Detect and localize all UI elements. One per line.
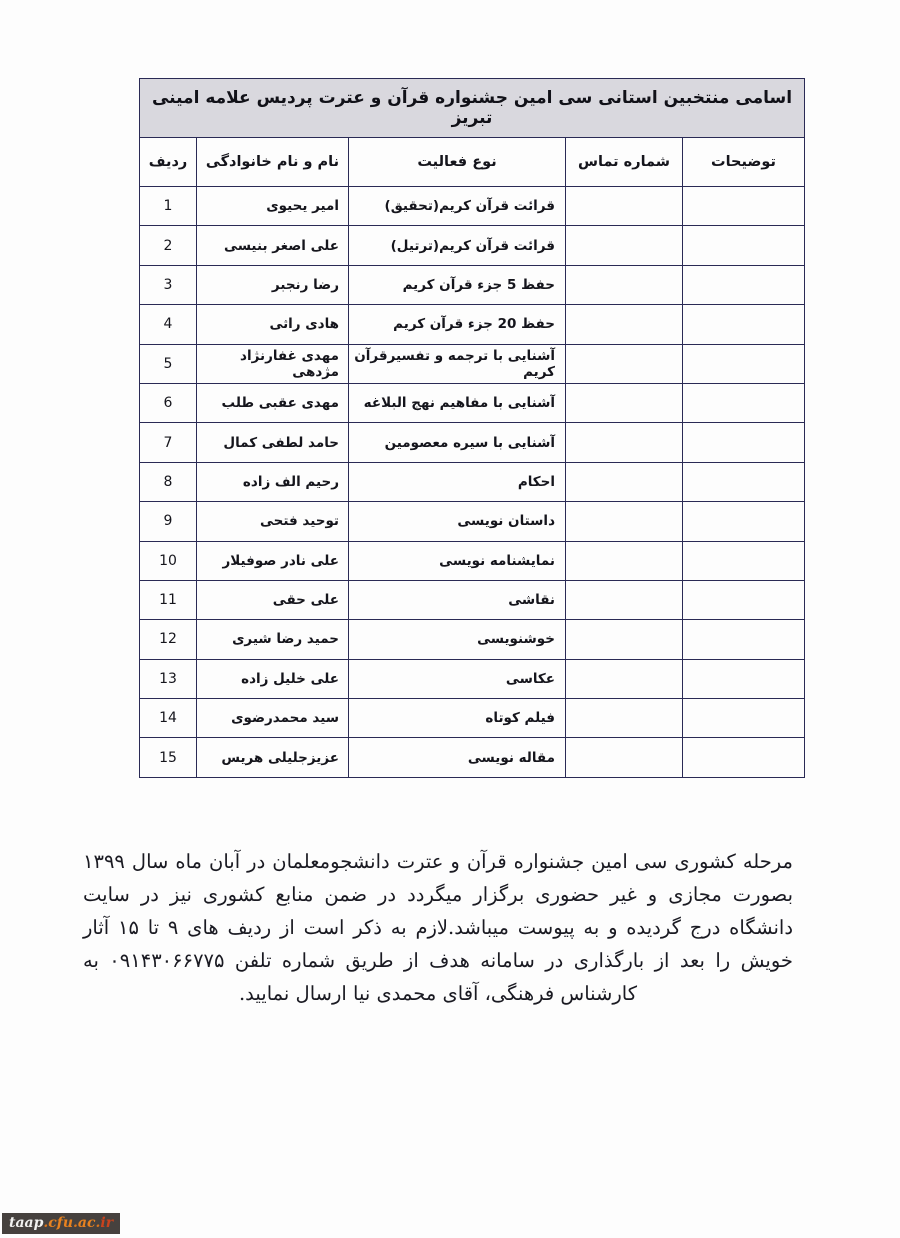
watermark-cfu: cfu bbox=[48, 1215, 74, 1231]
table-row bbox=[140, 265, 805, 304]
cell-phone bbox=[566, 383, 683, 422]
cell-phone bbox=[566, 659, 683, 698]
cell-notes bbox=[683, 383, 805, 422]
cell-activity: احکام bbox=[349, 462, 566, 501]
cell-phone bbox=[566, 187, 683, 226]
cell-activity: قرائت قرآن کریم(ترتیل) bbox=[349, 226, 566, 265]
cell-radif: 15 bbox=[140, 738, 197, 777]
table-row bbox=[140, 580, 805, 619]
table-row bbox=[140, 423, 805, 462]
cell-notes bbox=[683, 541, 805, 580]
table-row bbox=[140, 187, 805, 226]
cell-phone bbox=[566, 738, 683, 777]
cell-radif: 9 bbox=[140, 502, 197, 541]
cell-notes bbox=[683, 226, 805, 265]
cell-notes bbox=[683, 344, 805, 383]
table-row bbox=[140, 383, 805, 422]
column-header-phone: شماره تماس bbox=[566, 138, 683, 187]
watermark-dot-3: . bbox=[95, 1215, 101, 1231]
column-header-radif: ردیف bbox=[140, 138, 197, 187]
cell-name: علی خلیل زاده bbox=[197, 659, 349, 698]
cell-activity: آشنایی با سیره معصومین bbox=[349, 423, 566, 462]
cell-phone bbox=[566, 699, 683, 738]
cell-radif: 13 bbox=[140, 659, 197, 698]
cell-notes bbox=[683, 462, 805, 501]
cell-name: علی حقی bbox=[197, 580, 349, 619]
table-row bbox=[140, 305, 805, 344]
cell-radif: 7 bbox=[140, 423, 197, 462]
cell-phone bbox=[566, 462, 683, 501]
cell-radif: 11 bbox=[140, 580, 197, 619]
cell-notes bbox=[683, 187, 805, 226]
cell-notes bbox=[683, 620, 805, 659]
table-row bbox=[140, 541, 805, 580]
site-watermark bbox=[2, 1213, 120, 1234]
announcement-paragraph: مرحله کشوری سی امین جشنواره قرآن و عترت دانشجومعلمان در آبان ماه سال ۱۳۹۹ بصورت مجازی و غیر حضوری برگزار میگردد در ضمن منابع کشوری نیز در سایت دانشگاه درج گردیده و به پیوست میباشد.لازم به ذکر است از ردیف های ۹ تا ۱۵ آثار خویش را بعد از بارگذاری در سامانه هدف از طریق شماره تلفن ۰۹۱۴۳۰۶۶۷۷۵ به کارشناس فرهنگی، آقای محمدی نیا ارسال نمایید. bbox=[83, 850, 794, 1005]
cell-activity: قرائت قرآن کریم(تحقیق) bbox=[349, 187, 566, 226]
watermark-dot-1: . bbox=[43, 1215, 49, 1231]
cell-name: حامد لطفی کمال bbox=[197, 423, 349, 462]
cell-activity: مقاله نویسی bbox=[349, 738, 566, 777]
cell-notes bbox=[683, 265, 805, 304]
watermark-ir: ir bbox=[100, 1215, 114, 1231]
cell-radif: 4 bbox=[140, 305, 197, 344]
cell-name: سید محمدرضوی bbox=[197, 699, 349, 738]
table-row bbox=[140, 344, 805, 383]
cell-name: هادی راثی bbox=[197, 305, 349, 344]
cell-name: مهدی غفارنژاد مژدهی bbox=[197, 344, 349, 383]
roster-table-body bbox=[140, 187, 805, 778]
cell-radif: 1 bbox=[140, 187, 197, 226]
cell-phone bbox=[566, 344, 683, 383]
cell-notes bbox=[683, 580, 805, 619]
watermark-ac: ac bbox=[77, 1215, 96, 1231]
cell-notes bbox=[683, 502, 805, 541]
cell-notes bbox=[683, 305, 805, 344]
table-row bbox=[140, 659, 805, 698]
roster-table bbox=[139, 78, 805, 778]
watermark-taap: taap bbox=[9, 1215, 44, 1231]
table-row bbox=[140, 502, 805, 541]
cell-name: علی اصغر بنیسی bbox=[197, 226, 349, 265]
cell-phone bbox=[566, 265, 683, 304]
cell-radif: 10 bbox=[140, 541, 197, 580]
cell-phone bbox=[566, 423, 683, 462]
table-row bbox=[140, 699, 805, 738]
cell-name: امیر یحیوی bbox=[197, 187, 349, 226]
cell-notes bbox=[683, 738, 805, 777]
cell-radif: 5 bbox=[140, 344, 197, 383]
column-header-activity: نوع فعالیت bbox=[349, 138, 566, 187]
cell-notes bbox=[683, 699, 805, 738]
cell-activity: خوشنویسی bbox=[349, 620, 566, 659]
roster-table-container bbox=[140, 78, 805, 778]
cell-activity: نقاشی bbox=[349, 580, 566, 619]
cell-phone bbox=[566, 541, 683, 580]
column-header-notes: توضیحات bbox=[683, 138, 805, 187]
cell-radif: 6 bbox=[140, 383, 197, 422]
cell-radif: 3 bbox=[140, 265, 197, 304]
cell-activity: آشنایی با مفاهیم نهج البلاغه bbox=[349, 383, 566, 422]
cell-name: حمید رضا شیری bbox=[197, 620, 349, 659]
cell-radif: 2 bbox=[140, 226, 197, 265]
watermark-dot-2: . bbox=[73, 1215, 78, 1231]
cell-name: رحیم الف زاده bbox=[197, 462, 349, 501]
cell-phone bbox=[566, 620, 683, 659]
cell-phone bbox=[566, 305, 683, 344]
cell-phone bbox=[566, 502, 683, 541]
cell-notes bbox=[683, 659, 805, 698]
cell-name: علی نادر صوفیلار bbox=[197, 541, 349, 580]
cell-phone bbox=[566, 580, 683, 619]
cell-activity: حفظ 20 جزء قرآن کریم bbox=[349, 305, 566, 344]
table-row bbox=[140, 738, 805, 777]
table-row bbox=[140, 620, 805, 659]
cell-name: عزیزجلیلی هریس bbox=[197, 738, 349, 777]
cell-radif: 14 bbox=[140, 699, 197, 738]
table-title-row bbox=[140, 79, 805, 138]
table-row bbox=[140, 226, 805, 265]
cell-activity: آشنایی با ترجمه و تفسیرقرآن کریم bbox=[349, 344, 566, 383]
table-row bbox=[140, 462, 805, 501]
cell-name: رضا رنجبر bbox=[197, 265, 349, 304]
cell-phone bbox=[566, 226, 683, 265]
cell-activity: عکاسی bbox=[349, 659, 566, 698]
cell-name: مهدی عقبی طلب bbox=[197, 383, 349, 422]
cell-name: توحید فتحی bbox=[197, 502, 349, 541]
cell-activity: داستان نویسی bbox=[349, 502, 566, 541]
table-title: اسامی منتخبین استانی سی امین جشنواره قرآن و عترت پردیس علامه امینی تبریز bbox=[140, 79, 805, 138]
cell-notes bbox=[683, 423, 805, 462]
cell-radif: 12 bbox=[140, 620, 197, 659]
column-header-name: نام و نام خانوادگی bbox=[197, 138, 349, 187]
table-header-row bbox=[140, 138, 805, 187]
cell-radif: 8 bbox=[140, 462, 197, 501]
cell-activity: نمایشنامه نویسی bbox=[349, 541, 566, 580]
cell-activity: حفظ 5 جزء قرآن کریم bbox=[349, 265, 566, 304]
cell-activity: فیلم کوتاه bbox=[349, 699, 566, 738]
